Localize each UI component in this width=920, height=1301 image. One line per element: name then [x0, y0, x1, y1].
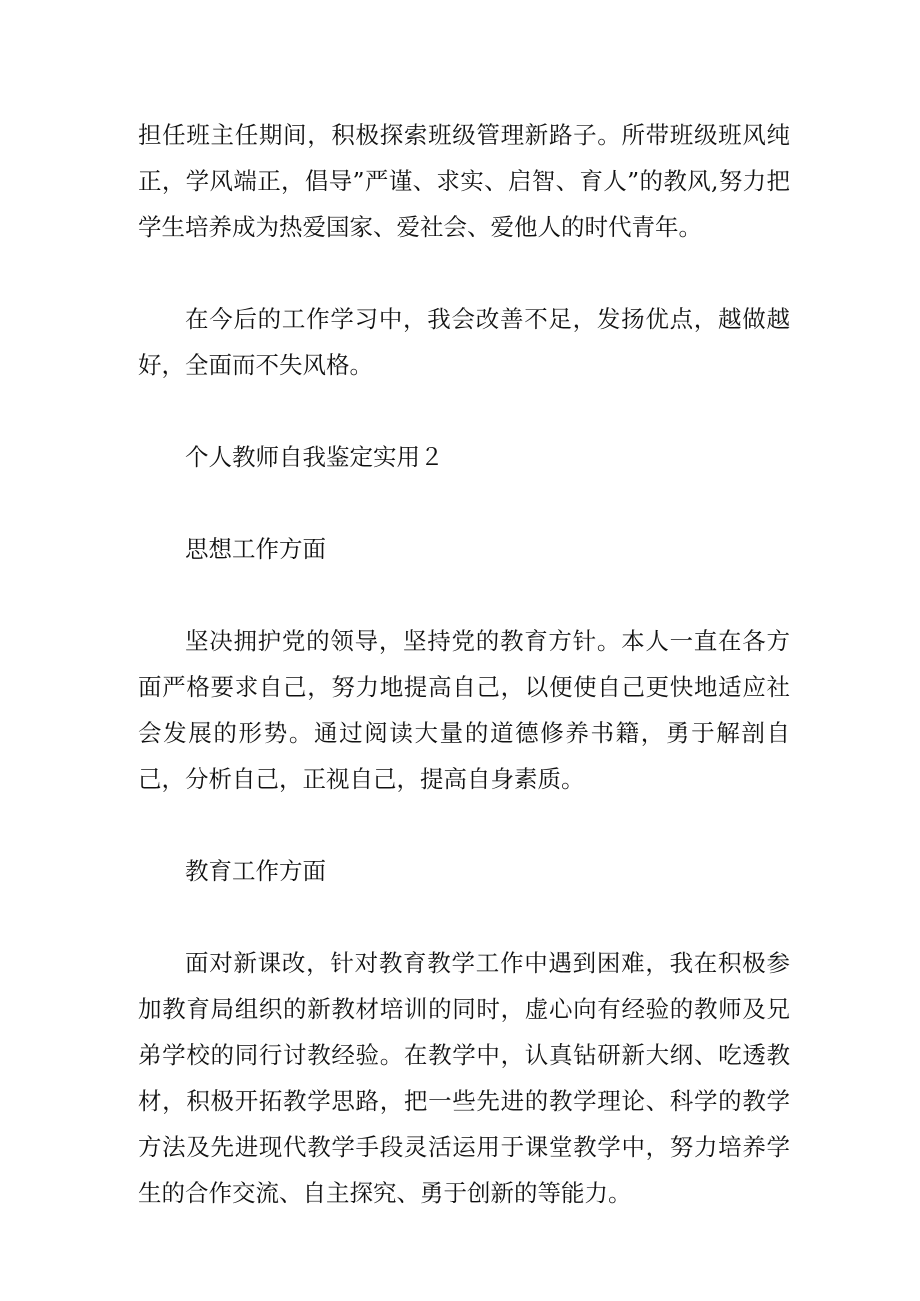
document-body	[138, 112, 790, 1216]
paragraph-education-work: 面对新课改，针对教育教学工作中遇到困难，我在积极参加教育局组织的新教材培训的同时，虚心向有经验的教师及兄弟学校的同行讨教经验。在教学中，认真钻研新大纲、吃透教材，积极开拓教学思路，把一些先进的教学理论、科学的教学方法及先进现代教学手段灵活运用于课堂教学中，努力培养学生的合作交流、自主探究、勇于创新的等能力。	[138, 949, 790, 1207]
section-title-self-evaluation-2: 个人教师自我鉴定实用２	[185, 443, 444, 471]
paragraph-ideological-work: 坚决拥护党的领导，坚持党的教育方针。本人一直在各方面严格要求自己，努力地提高自己，以便使自己更快地适应社会发展的形势。通过阅读大量的道德修养书籍，勇于解剖自己，分析自己，正视自己，提高自身素质。	[138, 627, 790, 793]
paragraph-class-management: 担任班主任期间，积极探索班级管理新路子。所带班级班风纯正，学风端正，倡导”严谨、求实、启智、育人”的教风,努力把学生培养成为热爱国家、爱社会、爱他人的时代青年。	[138, 121, 790, 241]
heading-education-work: 教育工作方面	[185, 857, 326, 885]
heading-ideological-work: 思想工作方面	[185, 535, 326, 563]
paragraph-future-work: 在今后的工作学习中，我会改善不足，发扬优点，越做越好，全面而不失风格。	[138, 305, 790, 379]
